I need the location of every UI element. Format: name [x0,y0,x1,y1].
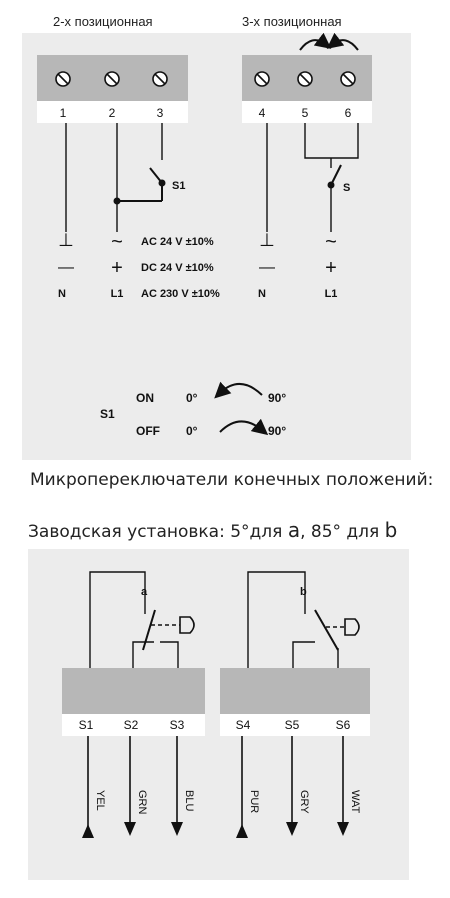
screw-icon [298,72,312,86]
factory-a: a [287,518,301,542]
terminal-1-label: 1 [59,106,67,120]
factory-b: b [384,518,398,542]
minus-symbol: — [259,259,275,276]
wire-blu-label: BLU [183,790,195,812]
wire-grn-label: GRN [136,790,148,815]
factory-prefix: Заводская установка: 5°для [28,522,288,542]
terminal-5-label: 5 [301,106,309,120]
title-2-position: 2-х позиционная [53,14,153,29]
plus-symbol: + [325,257,337,279]
plus-symbol: + [111,257,123,279]
terminal-3-label: 3 [156,106,164,120]
terminal-s5-label: S5 [284,718,300,732]
screw-icon [153,72,167,86]
caption-factory-setting [28,518,397,542]
ac-symbol: ~ [111,231,123,253]
supply-dc24: DC 24 V ±10% [141,262,214,274]
label-n: N [258,288,266,300]
s1-legend-label: S1 [100,407,115,421]
supply-ac230: AC 230 V ±10% [141,288,220,300]
caption-microswitches: Микропереключатели конечных положений: [30,470,434,490]
title-3-position: 3-х позиционная [242,14,342,29]
wire-yel-label: YEL [94,790,106,811]
label-n: N [58,288,66,300]
terminal-s1-label: S1 [78,718,94,732]
screw-icon [56,72,70,86]
terminal-s2-label: S2 [123,718,139,732]
ac-symbol: ~ [325,231,337,253]
wire-pur-label: PUR [248,790,260,814]
label-l1: L1 [110,288,124,300]
switch-s1-label: S1 [172,180,186,192]
switch-a-label: a [141,586,148,598]
terminal-4-label: 4 [258,106,266,120]
terminal-s6-label: S6 [335,718,351,732]
screw-icon [105,72,119,86]
label-l1: L1 [324,288,338,300]
terminal-s3-label: S3 [169,718,185,732]
switch-b-label: b [300,586,307,598]
on-end-deg: 90° [268,391,287,405]
wire-gry-label: GRY [298,790,310,814]
terminal-block-bottom-left [62,668,205,714]
off-start-deg: 0° [186,424,198,438]
off-end-deg: 90° [268,424,287,438]
minus-symbol: — [58,259,74,276]
screw-icon [255,72,269,86]
terminal-s4-label: S4 [235,718,251,732]
supply-ac24: AC 24 V ±10% [141,236,214,248]
factory-mid: , 85° для [300,522,385,542]
terminal-6-label: 6 [344,106,352,120]
ground-symbol: ⊥ [58,230,74,250]
ground-symbol: ⊥ [259,230,275,250]
off-label: OFF [136,424,160,438]
screw-icon [341,72,355,86]
on-start-deg: 0° [186,391,198,405]
terminal-2-label: 2 [108,106,116,120]
terminal-block-bottom-right [220,668,370,714]
on-label: ON [136,391,154,405]
switch-s-label: S [343,182,351,194]
wire-wat-label: WAT [349,790,361,814]
